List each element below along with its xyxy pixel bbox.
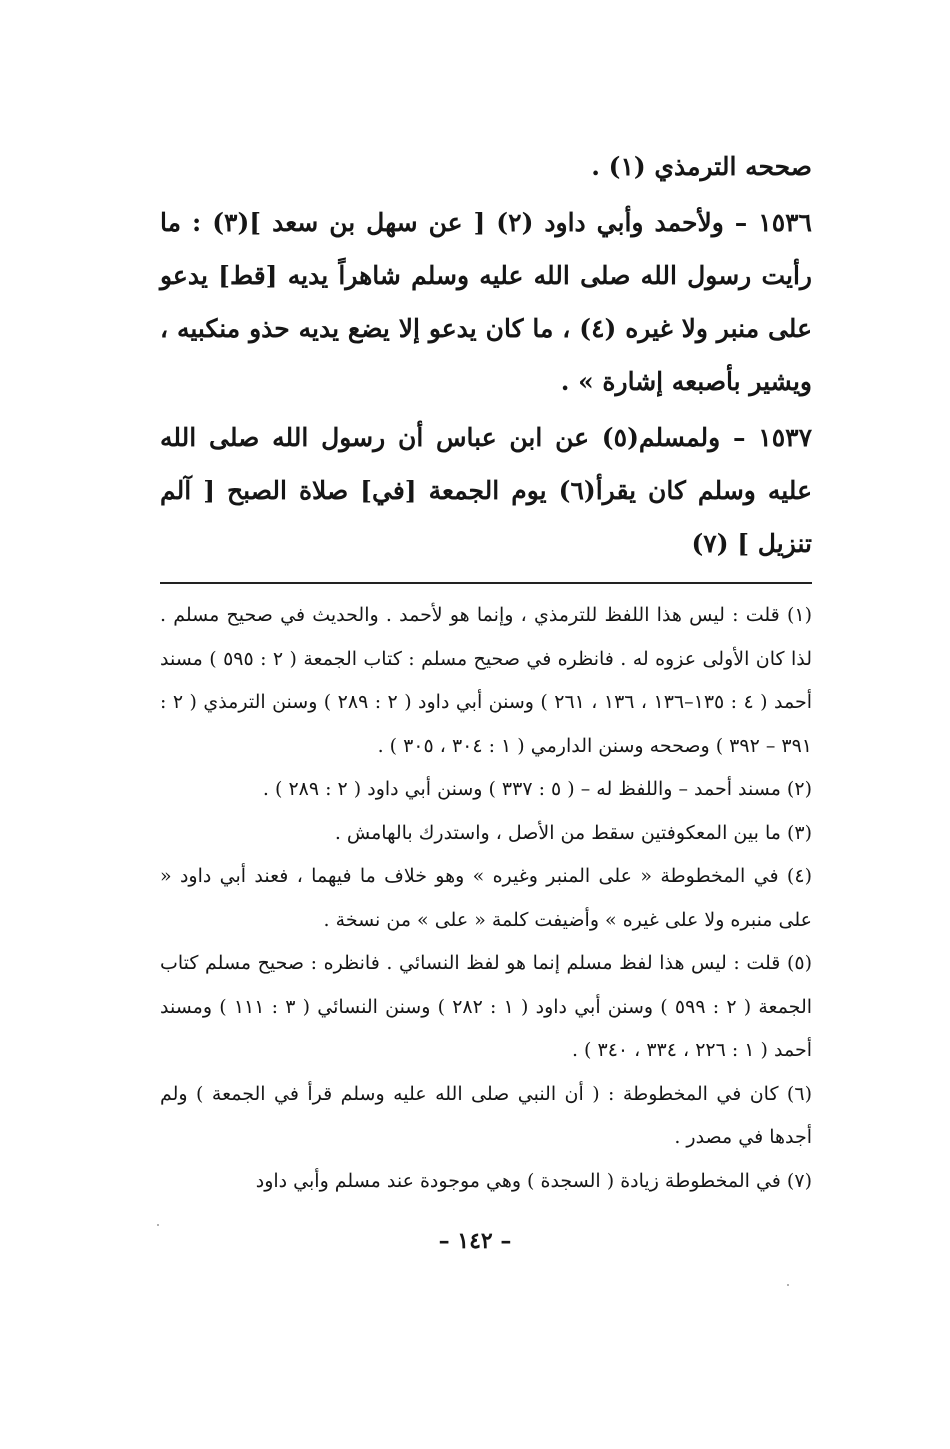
intro-line: صححه الترمذي (١) . [591,152,812,181]
footnotes [160,594,812,1203]
hadith-1537: ١٥٣٧ – ولمسلم(٥) عن ابن عباس أن رسول الله صلى الله عليه وسلم كان يقرأ(٦) يوم الجمعة [في] صلاة الصبح [ آلم تنزيل ] (٧) [160,423,812,558]
main-text [160,140,812,570]
footnote-7: (٧) في المخطوطة زيادة ( السجدة ) وهي موجودة عند مسلم وأبي داود [255,1169,812,1192]
footnote-6: (٦) كان في المخطوطة : ( أن النبي صلى الله عليه وسلم قرأ في الجمعة ) ولم أجدها في مصدر . [160,1082,812,1148]
scan-speck [787,1284,789,1286]
scan-speck [157,1224,159,1226]
footnote-3: (٣) ما بين المعكوفتين سقط من الأصل ، واستدرك بالهامش . [334,821,812,844]
hadith-1536: ١٥٣٦ – ولأحمد وأبي داود (٢) [ عن سهل بن سعد ](٣) : ما رأيت رسول الله صلى الله عليه وسلم شاهراً يديه [قط] يدعو على منبر ولا غيره (٤) ، ما كان يدعو إلا يضع يديه حذو منكبيه ، ويشير بأصبعه إشارة » . [160,208,812,396]
footnote-4: (٤) في المخطوطة « على المنبر وغيره » وهو خلاف ما فيهما ، فعند أبي داود « على منبره ولا على غيره » وأضيفت كلمة « على » من نسخة . [160,865,812,931]
footnote-5: (٥) قلت : ليس هذا لفظ مسلم إنما هو لفظ النسائي . فانظره : صحيح مسلم كتاب الجمعة ( ٢ : ٥٩٩ ) وسنن أبي داود ( ١ : ٢٨٢ ) وسنن النسائي ( ٣ : ١١١ ) ومسند أحمد ( ١ : ٢٢٦ ، ٣٣٤ ، ٣٤٠ ) . [160,952,813,1061]
page-number: – ١٤٢ – [438,1228,512,1254]
footnote-2: (٢) مسند أحمد – واللفظ له – ( ٥ : ٣٣٧ ) وسنن أبي داود ( ٢ : ٢٨٩ ) . [262,778,812,800]
footnote-separator [160,582,812,584]
page-body [160,140,812,1203]
footnote-1: (١) قلت : ليس هذا اللفظ للترمذي ، وإنما هو لأحمد . والحديث في صحيح مسلم . لذا كان الأولى عزوه له . فانظره في صحيح مسلم : كتاب الجمعة ( ٢ : ٥٩٥ ) مسند أحمد ( ٤ : ١٣٥–١٣٦ ، ١٣٦ ، ٢٦١ ) وسنن أبي داود ( ٢ : ٢٨٩ ) وسنن الترمذي ( ٢ : ٣٩١ – ٣٩٢ ) وصححه وسنن الدارمي ( ١ : ٣٠٤ ، ٣٠٥ ) . [160,604,813,757]
